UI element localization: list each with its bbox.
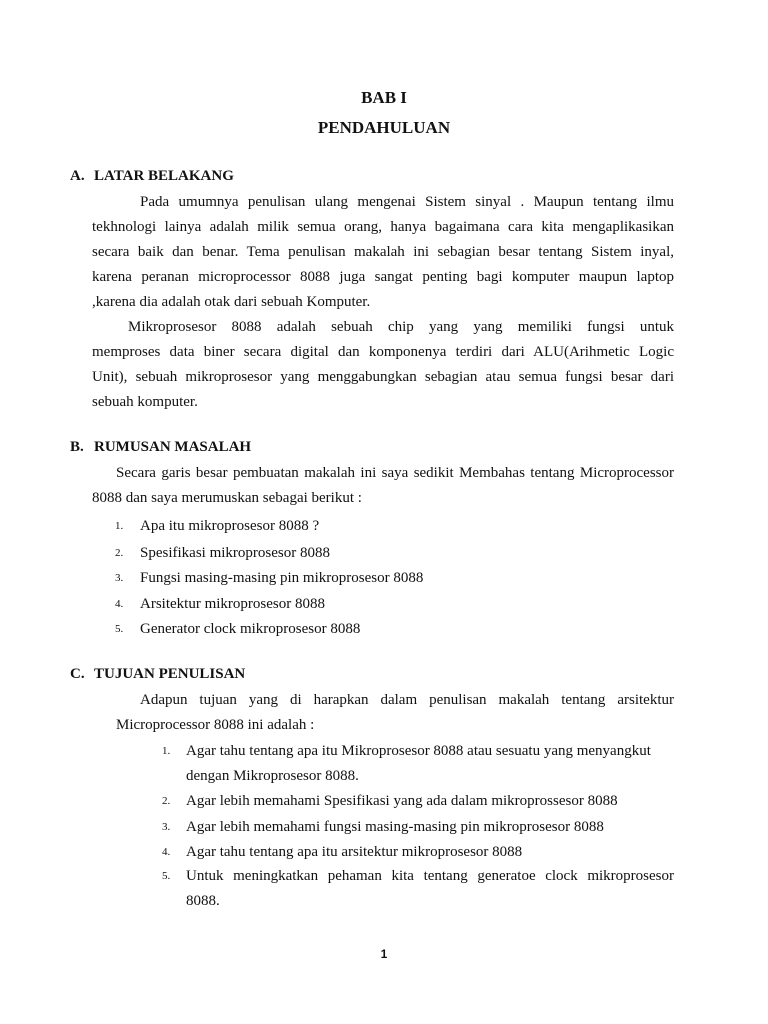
list-text: Spesifikasi mikroprosesor 8088 — [140, 545, 330, 561]
paragraph-line: Mikroprosesor 8088 adalah sebuah chip yang yang memiliki fungsi untuk — [128, 319, 674, 335]
paragraph-line: ,karena dia adalah otak dari sebuah Komputer. — [92, 294, 371, 310]
list-number: 5. — [162, 870, 171, 882]
list-text: Untuk meningkatkan pehaman kita tentang generatoe clock mikroprosesor — [186, 868, 674, 884]
list-text: Apa itu mikroprosesor 8088 ? — [140, 518, 320, 534]
list-text: Arsitektur mikroprosesor 8088 — [140, 596, 325, 612]
list-text: Agar lebih memahami Spesifikasi yang ada dalam mikroprossesor 8088 — [186, 793, 618, 809]
paragraph-line: 8088 dan saya merumuskan sebagai berikut : — [92, 490, 362, 506]
section-letter: B. — [70, 439, 84, 455]
list-number: 5. — [115, 623, 124, 635]
paragraph-line: Secara garis besar pembuatan makalah ini saya sedikit Membahas tentang Microprocessor — [116, 465, 674, 481]
paragraph-line: Microprocessor 8088 ini adalah : — [116, 717, 315, 733]
chapter-number: BAB I — [361, 88, 407, 107]
page-number: 1 — [380, 947, 388, 961]
paragraph-line: Pada umumnya penulisan ulang mengenai Sistem sinyal . Maupun tentang ilmu — [140, 194, 674, 210]
list-text: Fungsi masing-masing pin mikroprosesor 8088 — [140, 570, 424, 586]
list-number: 1. — [115, 520, 124, 532]
list-number: 3. — [162, 821, 171, 833]
section-letter: C. — [70, 666, 85, 682]
section-title: LATAR BELAKANG — [94, 168, 234, 184]
paragraph-line: karena peranan microprocessor 8088 juga sangat penting bagi komputer maupun laptop — [92, 269, 674, 285]
paragraph-line: sebuah komputer. — [92, 394, 198, 410]
list-text: Generator clock mikroprosesor 8088 — [140, 621, 361, 637]
section-heading — [70, 666, 245, 683]
list-number: 2. — [162, 795, 171, 807]
list-text: Agar tahu tentang apa itu Mikroprosesor 8088 atau sesuatu yang menyangkut — [186, 743, 651, 759]
list-number: 4. — [115, 598, 124, 610]
list-number: 4. — [162, 846, 171, 858]
section-letter: A. — [70, 168, 85, 184]
section-heading — [70, 168, 234, 185]
list-number: 1. — [162, 745, 171, 757]
section-title: TUJUAN PENULISAN — [94, 666, 246, 682]
section-title: RUMUSAN MASALAH — [94, 439, 252, 455]
section-heading — [70, 439, 251, 456]
list-text: Agar lebih memahami fungsi masing-masing pin mikroprosesor 8088 — [186, 819, 604, 835]
list-number: 3. — [115, 572, 124, 584]
paragraph-line: memproses data biner secara digital dan komponenya terdiri dari ALU(Arihmetic Logic — [92, 344, 674, 360]
chapter-title: PENDAHULUAN — [317, 118, 451, 137]
list-text: dengan Mikroprosesor 8088. — [186, 768, 359, 784]
list-text: Agar tahu tentang apa itu arsitektur mikroprosesor 8088 — [186, 844, 523, 860]
list-text: 8088. — [186, 893, 220, 909]
paragraph-line: Unit), sebuah mikroprosesor yang menggabungkan sebagian atau semua fungsi besar dari — [92, 369, 674, 385]
paragraph-line: Adapun tujuan yang di harapkan dalam penulisan makalah tentang arsitektur — [140, 692, 674, 708]
paragraph-line: tekhnologi lainya adalah milik semua orang, hanya bagaimana cara kita mengaplikasikan — [92, 219, 674, 235]
list-number: 2. — [115, 547, 124, 559]
paragraph-line: secara baik dan benar. Tema penulisan makalah ini sebagian besar tentang Sistem inyal, — [92, 244, 674, 260]
